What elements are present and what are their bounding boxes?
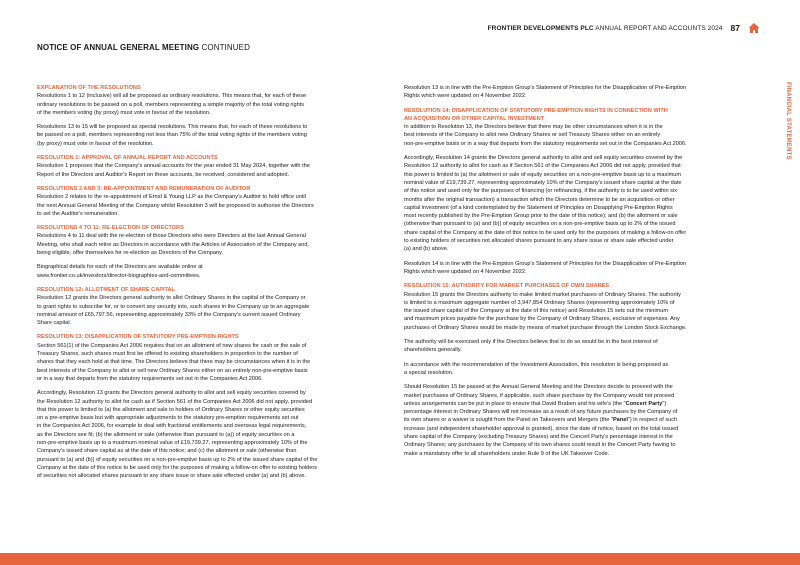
text-run: ") in respect of such increase (and independent shareholder approval is granted), since the date of notice, based on the total issued share capital of the Company (excluding Treasury Shares) and the Concert Party's percentage interest in the Ordinary Shares; any purchases by the Company of its own shares could result in the Concert Party having to make a mandatory offer to all shareholders under Rule 9 of the UK Takeover Code.	[404, 417, 679, 457]
defined-term-panel: Panel	[612, 417, 628, 424]
paragraph: Resolution 15 grants the Directors authority to make limited market purchases of Ordinary Shares. The authority is limited to a maximum aggregate number of 3,947,854 Ordinary Shares (representing approximately 10% of the issued share capital of the Company at the date of this notice) and Resolution 15 sets out the minimum and maximum prices payable for the purchase by the Company of Ordinary Shares, exclusive of expenses. Any purchases of Ordinary Shares would be made by means of market purchase through the London Stock Exchange.	[404, 291, 687, 331]
biography-link-paragraph[interactable]: Biographical details for each of the Directors are available online at www.frontier.co.uk/investors/director-biographies-and-committees.	[37, 264, 203, 279]
page-title-continued: CONTINUED	[199, 43, 250, 52]
paragraph: In accordance with the recommendation of the Investment Association, this resolution is being proposed as a special resolution.	[404, 361, 669, 376]
paragraph: Resolution 13 is in line with the Pre-Emption Group's Statement of Principles for the Disapplication of Pre-Emption Rights which were updated on 4 November 2022.	[404, 85, 687, 100]
left-column	[37, 84, 389, 486]
heading-resolution-12: RESOLUTION 12: ALLOTMENT OF SHARE CAPITAL	[37, 286, 175, 293]
heading-resolution-14: RESOLUTION 14: DISAPPLICATION OF STATUTORY PRE-EMPTION RIGHTS IN CONNECTION WITH AN ACQUISITION OR OTHER CAPITAL INVESTMENT	[404, 107, 668, 122]
heading-explanation: EXPLANATION OF THE RESOLUTIONS	[37, 85, 141, 91]
financial-statements-tab[interactable]	[777, 82, 793, 212]
paragraph: Resolution 14 is in line with the Pre-Emption Group's Statement of Principles for the Disapplication of Pre-Emption Rights which were updated on 4 November 2022.	[404, 260, 687, 275]
heading-resolution-15: RESOLUTION 15: AUTHORITY FOR MARKET PURCHASES OF OWN SHARES	[404, 283, 610, 290]
page-number: 87	[730, 23, 740, 33]
page-title	[37, 43, 250, 52]
paragraph: Resolutions 13 to 15 will be proposed as special resolutions. This means that, for each of these resolutions to be passed on a poll, members representing not less than 75% of the total voting rights of the members voting (by proxy) must vote in favour of the resolution.	[37, 124, 308, 147]
defined-term-concert-party: Concert Party	[625, 400, 663, 407]
right-column	[404, 84, 762, 464]
paragraph: The authority will be exercised only if the Directors believe that to do so would be in the best interest of shareholders generally.	[404, 339, 658, 354]
paragraph: Resolution 2 relates to the re-appointment of Ernst & Young LLP as the Company's Auditor to hold office until the next Annual General Meeting of the Company whilst Resolution 3 will be proposed to authorise the Directors to set the Auditor's remuneration.	[37, 194, 314, 217]
home-icon[interactable]	[748, 22, 760, 34]
company-name: FRONTIER DEVELOPMENTS PLC	[487, 24, 594, 32]
paragraph: In addition to Resolution 13, the Directors believe that there may be other circumstances when it is in the best interests of the Company to allot new Ordinary Shares or sell Treasury Shares either on an entirely non-pre-emptive basis or in a way that departs from the statutory requirements set out in the Companies Act 2006.	[404, 124, 687, 147]
paragraph: Resolution 1 proposes that the Company's annual accounts for the year ended 31 May 2024, together with the Report of the Directors and Auditor's Report on these accounts, be received, considered and adopted.	[37, 163, 310, 178]
paragraph: Resolution 12 grants the Directors general authority to allot Ordinary Shares in the capital of the Company or to grant rights to subscribe for, or to convert any security into, such shares in the Company up to an aggregate nominal amount of £65,797.56, representing approximately 33% of the Company's current issued Ordinary Share capital.	[37, 295, 310, 327]
text-run: Should Resolution 15 be passed at the Annual General Meeting and the Directors decide to proceed with the market purchases of Ordinary Shares, if applicable, such share purchase by the Company would not proceed unless arrangements can be put in place to ensure that David Braben and his wife's (the "	[404, 384, 675, 407]
paragraph	[404, 383, 762, 458]
heading-resolution-13: RESOLUTION 13: DISAPPLICATION OF STATUTORY PRE-EMPTION RIGHTS	[37, 334, 239, 341]
paragraph: Section 561(1) of the Companies Act 2006 requires that on an allotment of new shares for cash or the sale of Treasury Shares, such shares must first be offered to existing shareholders in proportion to the number of shares that they each hold at that time. The Directors believe that there may be circumstances when it is in the best interests of the Company to allot or sell new Ordinary Shares either on an entirely non-pre-emptive basis or in a way that departs from the statutory requirements set out in the Companies Act 2006.	[37, 342, 311, 382]
paragraph: Accordingly, Resolution 14 grants the Directors general authority to allot and sell equity securities covered by the Resolution 12 authority to allot for cash as if Section 561 of the Companies Act 2006 did not apply, provided that this power is limited to (a) the allotment or sale of equity securities on a non-pre-emptive basis up to a maximum nominal value of £19,739.27, representing approximately 10% of the Company's issued share capital at the date of this notice and used only for the purposes of financing (or refinancing, if the authority is to be used within six months after the original transaction) a transaction which the Directors determine to be an acquisition or other capital investment (of a kind contemplated by the Statement of Principles on Disapplying Pre-Emption Rights most recently published by the Pre-Emption Group prior to the date of this notice); and (b) the allotment or sale (otherwise than pursuant to (a) and (b)) of equity securities on a non-pre-emptive basis up to 2% of the issued share capital of the Company at the date of this notice to be used only for the purposes of making a follow-on offer to existing holders of securities not allocated shares pursuant to any share issue or share sale effected under (a) and (b) above.	[404, 155, 687, 253]
footer-bar	[0, 553, 800, 565]
heading-resolution-1: RESOLUTION 1: APPROVAL OF ANNUAL REPORT AND ACCOUNTS	[37, 155, 218, 162]
paragraph: Resolutions 1 to 12 (inclusive) will all be proposed as ordinary resolutions. This means that, for each of these ordinary resolutions to be passed on a poll, members representing a simple majority of the total voting rights of the members voting (by proxy) must vote in favour of the resolution.	[37, 93, 307, 116]
report-name: ANNUAL REPORT AND ACCOUNTS 2024	[593, 24, 723, 32]
page-title-main: NOTICE OF ANNUAL GENERAL MEETING	[37, 43, 200, 52]
text-run: ") percentage interest in Ordinary Shares will not increase as a result of any future purchases by the Company of its own shares or a waiver is sought from the Panel on Takeovers and Mergers (the "	[404, 400, 678, 424]
heading-resolutions-2-3: RESOLUTIONS 2 AND 3: RE-APPOINTMENT AND REMUNERATION OF AUDITOR	[37, 185, 251, 192]
side-tab-label: FINANCIAL STATEMENTS	[785, 82, 791, 160]
paragraph: Accordingly, Resolution 13 grants the Directors general authority to allot and sell equity securities covered by the Resolution 12 authority to allot for cash as if Section 561 of the Companies Act 2006 did not apply, provided that this power is limited to (a) the allotment and sale to holders of Ordinary Shares or other equity securities on a pre-emptive basis but with appropriate adjustments to the statutory pre-emption requirements set out in the Companies Act 2006, for example to deal with fractional entitlements and overseas legal requirements, as the Directors see fit; (b) the allotment or sale (otherwise than pursuant to (a)) of equity securities on a non-pre-emptive basis up to a maximum nominal value of £19,739.27, representing approximately 10% of the Company's issued share capital as at the date of this notice; and (c) the allotment or sale (otherwise than pursuant to (a) and (b)) of equity securities on a non-pre-emptive basis up to 2% of the issued share capital of the Company at the date of this notice to be used only for the purposes of making a follow-on offer to existing holders of securities not allocated shares pursuant to any share issue or share sale effected under (a) and (b) above.	[37, 390, 318, 480]
page-header	[488, 22, 760, 34]
paragraph: Resolutions 4 to 11 deal with the re-election of those Directors who were Directors at the last Annual General Meeting, who shall each retire as Directors in accordance with the Articles of Association of the Company and, being eligible, offer themselves for re-election as Directors of the Company.	[37, 233, 310, 257]
heading-resolutions-4-11: RESOLUTIONS 4 TO 11: RE-ELECTION OF DIRECTORS	[37, 225, 184, 232]
report-title	[488, 25, 723, 32]
